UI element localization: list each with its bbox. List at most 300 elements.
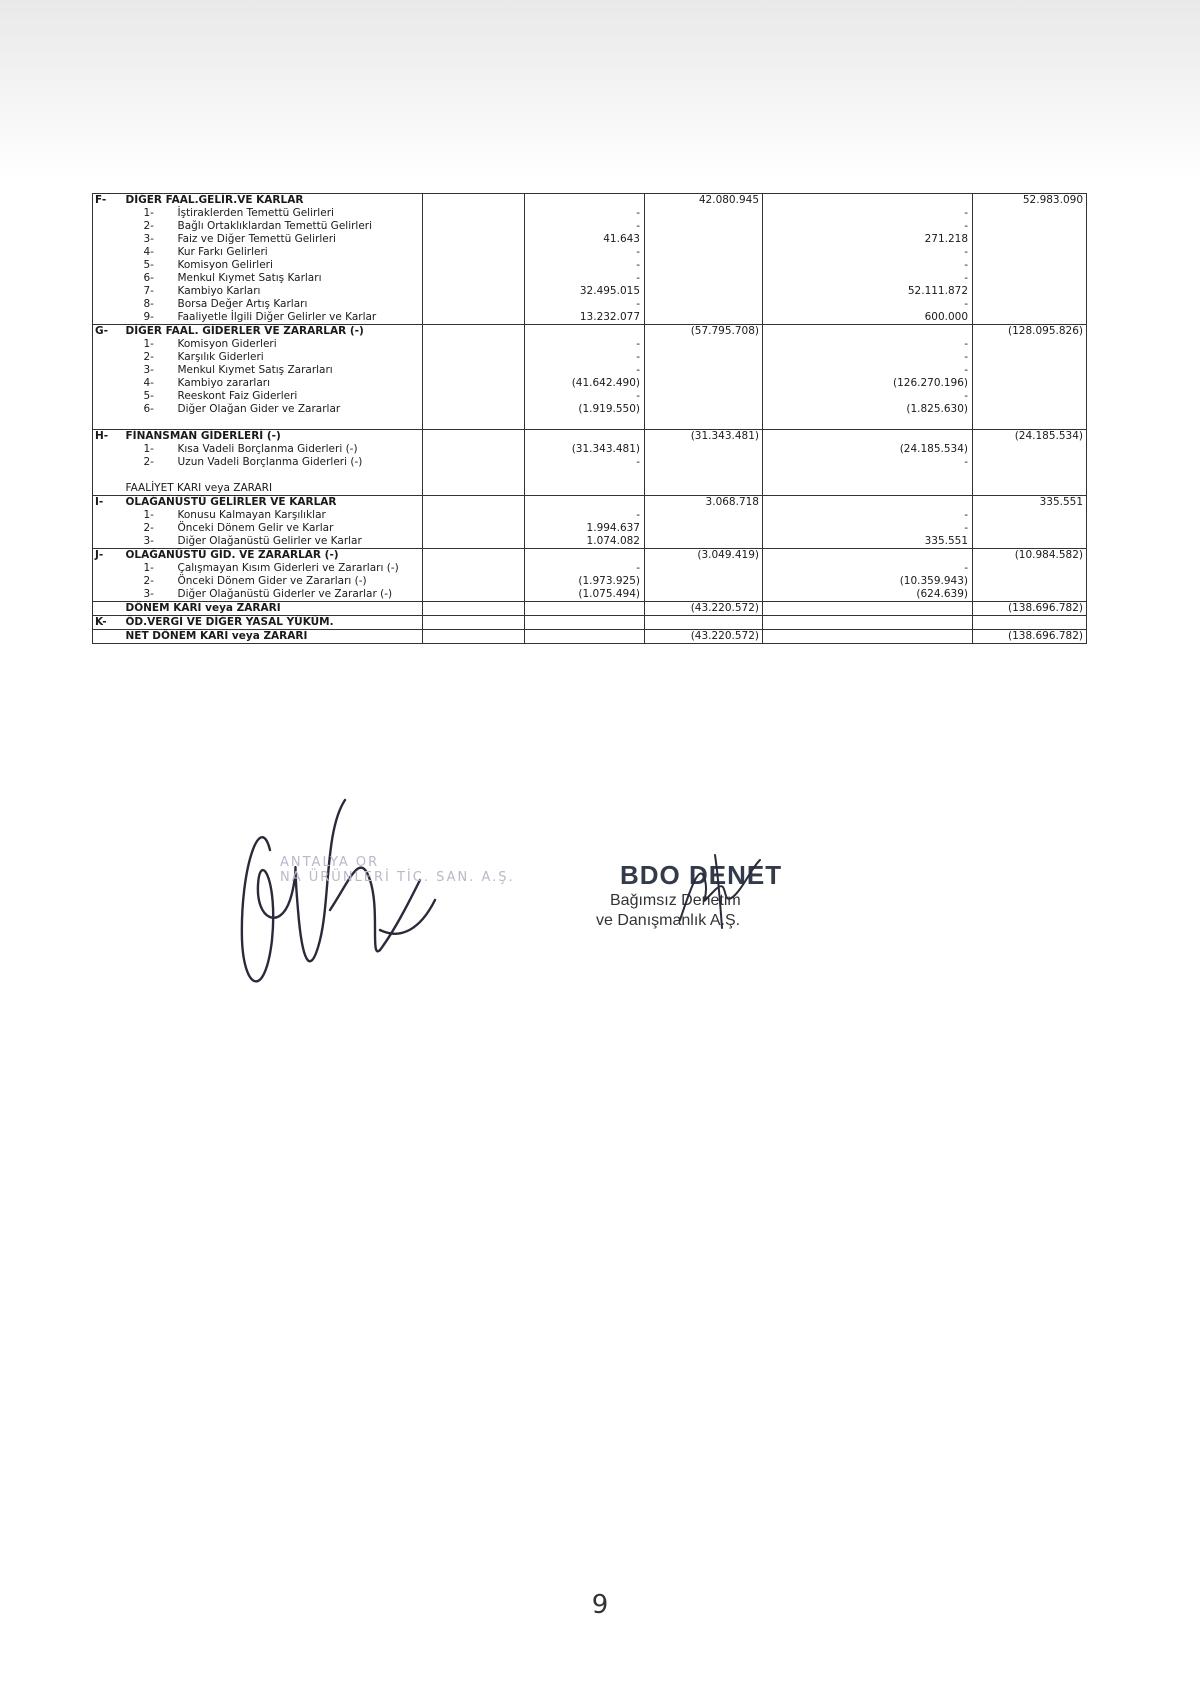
empty-total-prior [973, 364, 1087, 377]
line-item-label [123, 246, 423, 259]
line-item-prior: - [763, 456, 973, 469]
line-item-number: 2- [143, 575, 154, 587]
period-result-label: DÖNEM KARI veya ZARARI [123, 602, 423, 616]
section-header-row [93, 325, 1087, 339]
line-item-row [93, 364, 1087, 377]
income-statement-table [92, 193, 1087, 644]
line-item-label [123, 562, 423, 575]
line-item-text: Diğer Olağanüstü Gelirler ve Karlar [177, 535, 362, 547]
spacer-cell [763, 469, 973, 482]
spacer-cell [525, 469, 645, 482]
empty-total-prior [973, 575, 1087, 588]
section-title: DİĞER FAAL. GİDERLER VE ZARARLAR (-) [123, 325, 423, 339]
spacer-cell [423, 522, 525, 535]
line-item-row [93, 311, 1087, 325]
empty-cell [423, 482, 525, 496]
section-header-row [93, 194, 1087, 208]
line-item-label [123, 338, 423, 351]
section-header-row [93, 549, 1087, 563]
tax-row [93, 616, 1087, 630]
empty-total-current [645, 207, 763, 220]
line-item-number: 7- [143, 285, 154, 297]
line-item-number: 1- [143, 443, 154, 455]
line-item-label [123, 285, 423, 298]
empty-total-prior [973, 233, 1087, 246]
empty-total-current [645, 259, 763, 272]
stamp-line-1: ANTALYA OR [280, 855, 380, 870]
line-item-row [93, 390, 1087, 403]
line-item-current: (31.343.481) [525, 443, 645, 456]
empty-code [93, 338, 123, 351]
empty-total-current [645, 390, 763, 403]
spacer-cell [423, 509, 525, 522]
empty-code [93, 403, 123, 416]
auditor-signature [660, 850, 780, 930]
tax-label: ÖD.VERGİ VE DİĞER YASAL YÜKÜM. [123, 616, 423, 630]
empty-code [93, 351, 123, 364]
empty-total-current [645, 535, 763, 549]
spacer-cell [423, 562, 525, 575]
line-item-prior: - [763, 338, 973, 351]
spacer-cell [423, 535, 525, 549]
line-item-current: 1.994.637 [525, 522, 645, 535]
spacer-cell [423, 430, 525, 444]
line-item-label [123, 351, 423, 364]
empty-code [93, 588, 123, 602]
section-total-prior: (24.185.534) [973, 430, 1087, 444]
spacer-cell [423, 616, 525, 630]
empty-total-prior [973, 246, 1087, 259]
page-number: 9 [591, 1590, 609, 1620]
line-item-current: (1.973.925) [525, 575, 645, 588]
line-item-row [93, 443, 1087, 456]
section-item-prior [763, 325, 973, 339]
empty-code [93, 575, 123, 588]
line-item-row [93, 207, 1087, 220]
line-item-row [93, 351, 1087, 364]
section-total-prior: 52.983.090 [973, 194, 1087, 208]
line-item-label [123, 575, 423, 588]
empty-cell [973, 482, 1087, 496]
line-item-prior: - [763, 220, 973, 233]
empty-total-prior [973, 311, 1087, 325]
spacer-cell [423, 325, 525, 339]
line-item-current: - [525, 390, 645, 403]
period-result-prior: (138.696.782) [973, 602, 1087, 616]
empty-total-current [645, 364, 763, 377]
line-item-row [93, 220, 1087, 233]
empty-total-current [645, 588, 763, 602]
subtotal-row [93, 482, 1087, 496]
line-item-prior: - [763, 272, 973, 285]
section-item-current [525, 325, 645, 339]
empty-cell [525, 630, 645, 644]
empty-code [93, 259, 123, 272]
spacer-cell [423, 630, 525, 644]
line-item-current: - [525, 509, 645, 522]
line-item-row [93, 403, 1087, 416]
line-item-label [123, 233, 423, 246]
line-item-current: - [525, 246, 645, 259]
line-item-number: 3- [143, 588, 154, 600]
line-item-prior: (1.825.630) [763, 403, 973, 416]
spacer-cell [645, 416, 763, 430]
line-item-prior: - [763, 390, 973, 403]
empty-total-current [645, 298, 763, 311]
empty-total-prior [973, 259, 1087, 272]
line-item-text: Borsa Değer Artış Karları [177, 298, 308, 310]
line-item-row [93, 377, 1087, 390]
line-item-label [123, 298, 423, 311]
section-item-current [525, 496, 645, 510]
spacer-cell [645, 469, 763, 482]
section-title: DİĞER FAAL.GELİR.VE KARLAR [123, 194, 423, 208]
spacer-cell [423, 207, 525, 220]
spacer-cell [423, 588, 525, 602]
section-total-current: (3.049.419) [645, 549, 763, 563]
line-item-prior: (126.270.196) [763, 377, 973, 390]
period-result-row [93, 602, 1087, 616]
line-item-row [93, 338, 1087, 351]
line-item-text: Komisyon Giderleri [177, 338, 277, 350]
line-item-row [93, 562, 1087, 575]
line-item-number: 5- [143, 259, 154, 271]
line-item-number: 1- [143, 207, 154, 219]
section-total-current: 42.080.945 [645, 194, 763, 208]
section-title: OLAĞANÜSTÜ GELİRLER VE KARLAR [123, 496, 423, 510]
line-item-number: 5- [143, 390, 154, 402]
empty-total-prior [973, 562, 1087, 575]
spacer-row [93, 416, 1087, 430]
section-title: OLAĞANÜSTÜ GİD. VE ZARARLAR (-) [123, 549, 423, 563]
auditor-subtitle-2: ve Danışmanlık A.Ş. [596, 912, 741, 929]
empty-code [93, 602, 123, 616]
line-item-prior: - [763, 259, 973, 272]
spacer-cell [123, 469, 423, 482]
line-item-row [93, 522, 1087, 535]
line-item-prior: - [763, 509, 973, 522]
section-header-row [93, 430, 1087, 444]
empty-cell [525, 602, 645, 616]
empty-total-prior [973, 272, 1087, 285]
line-item-label [123, 377, 423, 390]
empty-total-current [645, 522, 763, 535]
line-item-number: 6- [143, 272, 154, 284]
empty-cell [525, 616, 645, 630]
spacer-cell [423, 259, 525, 272]
line-item-text: Komisyon Gelirleri [177, 259, 273, 271]
section-total-prior: (10.984.582) [973, 549, 1087, 563]
empty-total-current [645, 338, 763, 351]
empty-total-prior [973, 522, 1087, 535]
line-item-label [123, 588, 423, 602]
section-title: FİNANSMAN GİDERLERİ (-) [123, 430, 423, 444]
line-item-label [123, 390, 423, 403]
line-item-number: 2- [143, 456, 154, 468]
empty-total-current [645, 509, 763, 522]
line-item-current: - [525, 562, 645, 575]
empty-code [93, 246, 123, 259]
line-item-number: 4- [143, 377, 154, 389]
empty-code [93, 207, 123, 220]
empty-code [93, 509, 123, 522]
spacer-row [93, 469, 1087, 482]
spacer-cell [123, 416, 423, 430]
line-item-text: Uzun Vadeli Borçlanma Giderleri (-) [177, 456, 363, 468]
line-item-current: - [525, 364, 645, 377]
line-item-current: - [525, 207, 645, 220]
tax-code: K- [93, 616, 123, 630]
scan-shading [0, 0, 1200, 180]
line-item-current: (1.075.494) [525, 588, 645, 602]
empty-code [93, 220, 123, 233]
empty-cell [525, 482, 645, 496]
empty-code [93, 364, 123, 377]
empty-total-prior [973, 285, 1087, 298]
section-code: G- [93, 325, 123, 339]
empty-total-current [645, 377, 763, 390]
empty-total-prior [973, 298, 1087, 311]
line-item-prior: (24.185.534) [763, 443, 973, 456]
empty-code [93, 272, 123, 285]
empty-code [93, 298, 123, 311]
empty-total-current [645, 456, 763, 469]
section-item-current [525, 430, 645, 444]
line-item-current: 41.643 [525, 233, 645, 246]
line-item-prior: - [763, 351, 973, 364]
line-item-text: Menkul Kıymet Satış Karları [177, 272, 322, 284]
spacer-cell [423, 456, 525, 469]
empty-total-current [645, 311, 763, 325]
line-item-text: Kur Farkı Gelirleri [177, 246, 268, 258]
line-item-text: Çalışmayan Kısım Giderleri ve Zararları (-) [177, 562, 399, 574]
line-item-row [93, 272, 1087, 285]
line-item-current: - [525, 298, 645, 311]
section-total-prior: (128.095.826) [973, 325, 1087, 339]
line-item-label [123, 311, 423, 325]
empty-total-prior [973, 588, 1087, 602]
empty-code [93, 285, 123, 298]
line-item-prior: - [763, 562, 973, 575]
line-item-prior: - [763, 364, 973, 377]
line-item-label [123, 522, 423, 535]
line-item-row [93, 246, 1087, 259]
line-item-number: 3- [143, 535, 154, 547]
empty-code [93, 522, 123, 535]
line-item-label [123, 443, 423, 456]
line-item-text: Kısa Vadeli Borçlanma Giderleri (-) [177, 443, 358, 455]
line-item-row [93, 575, 1087, 588]
line-item-label [123, 364, 423, 377]
line-item-prior: - [763, 522, 973, 535]
company-stamp [280, 855, 520, 915]
spacer-cell [423, 246, 525, 259]
empty-total-current [645, 351, 763, 364]
spacer-cell [423, 416, 525, 430]
auditor-subtitle: Bağımsız Denetim [610, 892, 741, 909]
spacer-cell [423, 220, 525, 233]
spacer-cell [423, 351, 525, 364]
section-item-current [525, 549, 645, 563]
line-item-text: Önceki Dönem Gelir ve Karlar [177, 522, 334, 534]
empty-total-current [645, 272, 763, 285]
line-item-label [123, 207, 423, 220]
line-item-current: 1.074.082 [525, 535, 645, 549]
line-item-text: Diğer Olağanüstü Giderler ve Zararlar (-) [177, 588, 393, 600]
spacer-cell [423, 390, 525, 403]
tax-prior [973, 616, 1087, 630]
empty-code [93, 443, 123, 456]
empty-cell [645, 482, 763, 496]
section-total-prior: 335.551 [973, 496, 1087, 510]
empty-total-prior [973, 456, 1087, 469]
stamp-line-2: NA ÜRÜNLERİ TİC. SAN. A.Ş. [280, 870, 515, 885]
net-result-row [93, 630, 1087, 644]
line-item-current: (1.919.550) [525, 403, 645, 416]
spacer-cell [423, 469, 525, 482]
line-item-row [93, 285, 1087, 298]
spacer-cell [423, 403, 525, 416]
line-item-number: 3- [143, 364, 154, 376]
section-code: I- [93, 496, 123, 510]
section-item-prior [763, 496, 973, 510]
section-code: H- [93, 430, 123, 444]
spacer-cell [93, 469, 123, 482]
section-total-current: (31.343.481) [645, 430, 763, 444]
empty-total-prior [973, 207, 1087, 220]
empty-total-prior [973, 443, 1087, 456]
line-item-number: 1- [143, 509, 154, 521]
net-result-current: (43.220.572) [645, 630, 763, 644]
line-item-number: 6- [143, 403, 154, 415]
line-item-number: 2- [143, 351, 154, 363]
line-item-prior: - [763, 207, 973, 220]
line-item-prior: - [763, 246, 973, 259]
empty-total-current [645, 233, 763, 246]
spacer-cell [423, 602, 525, 616]
spacer-cell [423, 311, 525, 325]
line-item-number: 1- [143, 562, 154, 574]
empty-total-current [645, 220, 763, 233]
line-item-label [123, 272, 423, 285]
line-item-prior: 52.111.872 [763, 285, 973, 298]
empty-code [93, 311, 123, 325]
section-item-prior [763, 549, 973, 563]
line-item-prior: 335.551 [763, 535, 973, 549]
section-item-current [525, 194, 645, 208]
line-item-text: Kambiyo Karları [177, 285, 261, 297]
spacer-cell [423, 298, 525, 311]
spacer-cell [423, 338, 525, 351]
empty-total-prior [973, 403, 1087, 416]
spacer-cell [973, 416, 1087, 430]
line-item-label [123, 220, 423, 233]
line-item-row [93, 535, 1087, 549]
line-item-text: Bağlı Ortaklıklardan Temettü Gelirleri [177, 220, 373, 232]
empty-total-prior [973, 220, 1087, 233]
spacer-cell [973, 469, 1087, 482]
line-item-label [123, 509, 423, 522]
spacer-cell [423, 496, 525, 510]
line-item-prior: 271.218 [763, 233, 973, 246]
net-result-label: NET DÖNEM KARI veya ZARARI [123, 630, 423, 644]
spacer-cell [525, 416, 645, 430]
line-item-prior: (624.639) [763, 588, 973, 602]
spacer-cell [423, 364, 525, 377]
line-item-current: 32.495.015 [525, 285, 645, 298]
line-item-text: Reeskont Faiz Giderleri [177, 390, 298, 402]
line-item-label [123, 535, 423, 549]
empty-total-prior [973, 351, 1087, 364]
line-item-row [93, 233, 1087, 246]
section-total-current: (57.795.708) [645, 325, 763, 339]
line-item-text: Faaliyetle İlgili Diğer Gelirler ve Karlar [177, 311, 377, 323]
line-item-label [123, 403, 423, 416]
line-item-number: 9- [143, 311, 154, 323]
line-item-current: (41.642.490) [525, 377, 645, 390]
section-item-prior [763, 194, 973, 208]
spacer-cell [423, 194, 525, 208]
line-item-current: 13.232.077 [525, 311, 645, 325]
empty-total-prior [973, 338, 1087, 351]
empty-code [93, 456, 123, 469]
empty-cell [763, 616, 973, 630]
spacer-cell [423, 272, 525, 285]
period-result-current: (43.220.572) [645, 602, 763, 616]
line-item-number: 8- [143, 298, 154, 310]
line-item-row [93, 509, 1087, 522]
line-item-text: İştiraklerden Temettü Gelirleri [177, 207, 334, 219]
line-item-label [123, 259, 423, 272]
section-code: F- [93, 194, 123, 208]
line-item-number: 2- [143, 522, 154, 534]
empty-code [93, 233, 123, 246]
line-item-text: Karşılık Giderleri [177, 351, 264, 363]
spacer-cell [423, 549, 525, 563]
empty-code [93, 630, 123, 644]
line-item-current: - [525, 351, 645, 364]
empty-cell [763, 602, 973, 616]
line-item-row [93, 588, 1087, 602]
line-item-text: Konusu Kalmayan Karşılıklar [177, 509, 326, 521]
line-item-number: 3- [143, 233, 154, 245]
auditor-name: BDO DENET [620, 860, 783, 890]
line-item-number: 1- [143, 338, 154, 350]
empty-code [93, 377, 123, 390]
section-code: J- [93, 549, 123, 563]
spacer-cell [93, 416, 123, 430]
line-item-text: Önceki Dönem Gider ve Zararları (-) [177, 575, 367, 587]
subtotal-label: FAALİYET KARI veya ZARARI [123, 482, 423, 496]
spacer-cell [423, 233, 525, 246]
spacer-cell [763, 416, 973, 430]
line-item-row [93, 259, 1087, 272]
empty-total-current [645, 403, 763, 416]
line-item-current: - [525, 456, 645, 469]
spacer-cell [423, 575, 525, 588]
empty-total-prior [973, 390, 1087, 403]
line-item-row [93, 298, 1087, 311]
line-item-text: Menkul Kıymet Satış Zararları [177, 364, 333, 376]
empty-code [93, 535, 123, 549]
line-item-current: - [525, 220, 645, 233]
line-item-text: Diğer Olağan Gider ve Zararlar [177, 403, 341, 415]
line-item-current: - [525, 259, 645, 272]
spacer-cell [423, 443, 525, 456]
section-header-row [93, 496, 1087, 510]
line-item-number: 4- [143, 246, 154, 258]
line-item-prior: (10.359.943) [763, 575, 973, 588]
